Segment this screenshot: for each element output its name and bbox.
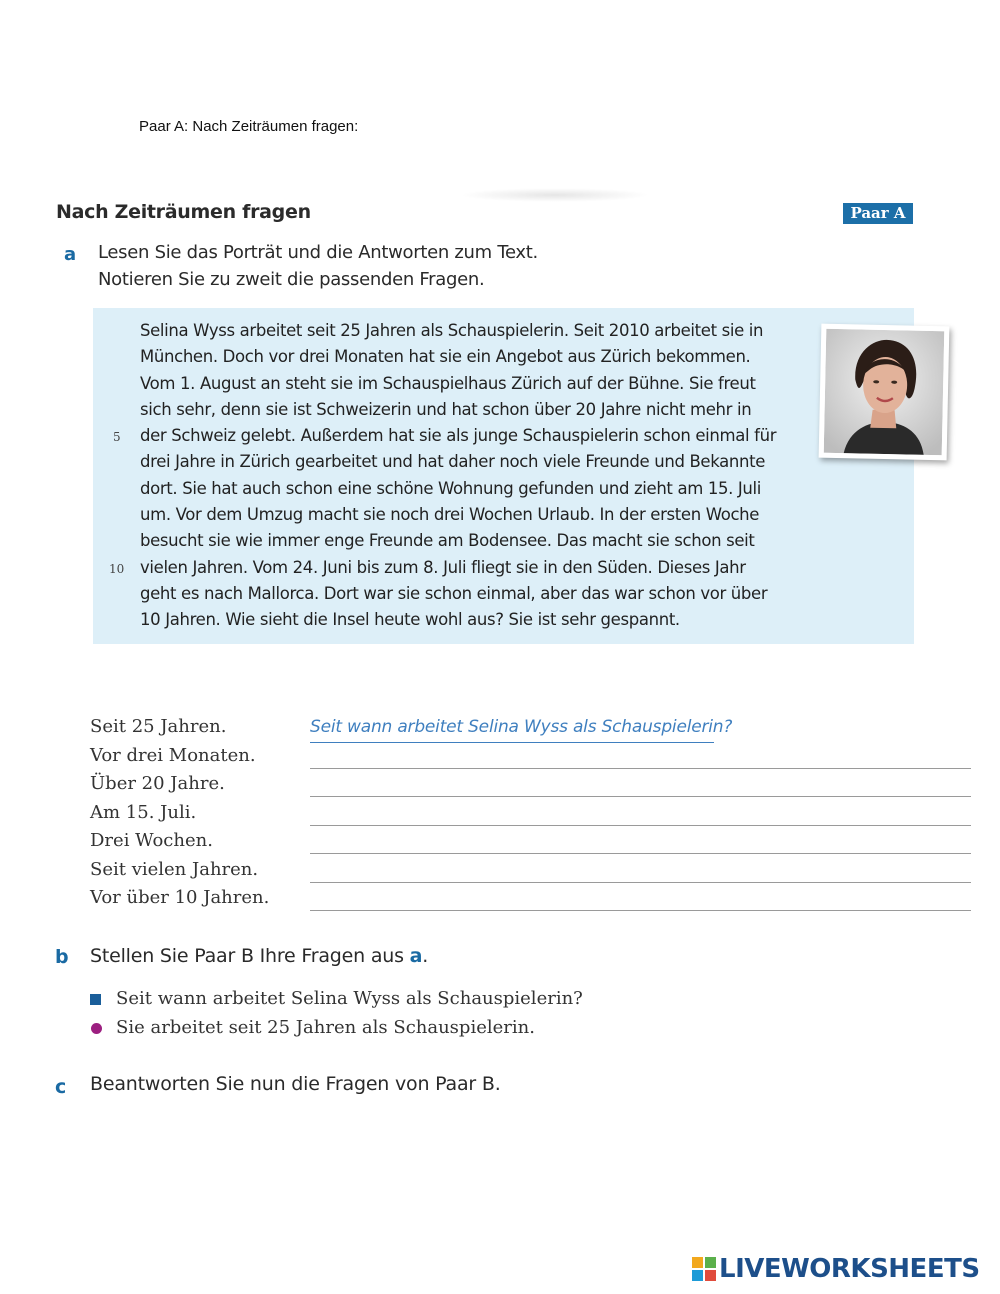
answer-item: Seit vielen Jahren. <box>90 859 259 880</box>
answer-item: Über 20 Jahre. <box>90 773 225 794</box>
answer-line-3[interactable] <box>310 825 971 826</box>
task-a-line-1: Lesen Sie das Porträt und die Antworten zum Text. <box>98 242 538 263</box>
task-a-line-2: Notieren Sie zu zweit die passenden Fragen. <box>98 269 485 290</box>
text-line: drei Jahre in Zürich gearbeitet und hat daher noch viele Freunde und Bekannte <box>140 452 766 472</box>
line-number-10: 10 <box>109 562 125 576</box>
section-title: Nach Zeiträumen fragen <box>56 201 311 223</box>
task-b-period: . <box>422 945 429 967</box>
circle-bullet-icon <box>91 1023 102 1034</box>
text-line: 10 Jahren. Wie sieht die Insel heute wohl aus? Sie ist sehr gespannt. <box>140 610 680 630</box>
answer-item: Vor drei Monaten. <box>90 745 256 766</box>
portrait-photo <box>819 324 950 461</box>
line-number-5: 5 <box>113 430 121 444</box>
example-question: Seit wann arbeitet Selina Wyss als Schauspielerin? <box>310 717 733 737</box>
task-a-instruction <box>98 239 538 293</box>
text-line: um. Vor dem Umzug macht sie noch drei Wochen Urlaub. In der ersten Woche <box>140 505 760 525</box>
portrait-photo-image <box>824 329 945 455</box>
answer-item: Drei Wochen. <box>90 830 213 851</box>
answer-line-6[interactable] <box>310 910 971 911</box>
answer-line-4[interactable] <box>310 853 971 854</box>
answer-item: Vor über 10 Jahren. <box>90 887 270 908</box>
answer-item: Am 15. Juli. <box>90 802 197 823</box>
text-line: der Schweiz gelebt. Außerdem hat sie als junge Schauspielerin schon einmal für <box>140 426 777 446</box>
decorative-shadow <box>460 188 650 202</box>
text-line: dort. Sie hat auch schon eine schöne Wohnung gefunden und zieht am 15. Juli <box>140 478 762 498</box>
logo-text: LIVEWORKSHEETS <box>719 1254 980 1284</box>
text-line: besucht sie wie immer enge Freunde am Bodensee. Das macht sie schon seit <box>140 531 755 551</box>
answer-line-5[interactable] <box>310 882 971 883</box>
dialog-answer: Sie arbeitet seit 25 Jahren als Schauspielerin. <box>116 1017 535 1038</box>
answer-line-2[interactable] <box>310 796 971 797</box>
task-b-letter: b <box>55 946 69 968</box>
logo-grid-icon <box>692 1257 716 1281</box>
square-bullet-icon <box>90 994 101 1005</box>
text-line: München. Doch vor drei Monaten hat sie ein Angebot aus Zürich bekommen. <box>140 347 751 367</box>
task-c-letter: c <box>55 1076 67 1098</box>
pair-badge: Paar A <box>843 203 913 224</box>
header-note: Paar A: Nach Zeiträumen fragen: <box>139 118 359 135</box>
text-line: Vom 1. August an steht sie im Schauspielhaus Zürich auf der Bühne. Sie freut <box>140 373 756 393</box>
text-line: Selina Wyss arbeitet seit 25 Jahren als Schauspielerin. Seit 2010 arbeitet sie in <box>140 321 764 340</box>
task-b-instruction <box>90 945 428 967</box>
task-b-text: Stellen Sie Paar B Ihre Fragen aus <box>90 945 410 967</box>
text-line: vielen Jahren. Vom 24. Juni bis zum 8. Juli fliegt sie in den Süden. Dieses Jahr <box>140 557 746 577</box>
portrait-text <box>140 318 810 634</box>
task-b-ref: a <box>409 945 423 967</box>
dialog-question: Seit wann arbeitet Selina Wyss als Schauspielerin? <box>116 988 583 1009</box>
liveworksheets-logo[interactable] <box>692 1255 980 1283</box>
answer-item: Seit 25 Jahren. <box>90 716 227 737</box>
task-a-letter: a <box>64 244 77 265</box>
example-underline <box>310 742 714 743</box>
task-c-instruction: Beantworten Sie nun die Fragen von Paar B. <box>90 1073 501 1095</box>
text-line: sich sehr, denn sie ist Schweizerin und hat schon über 20 Jahre nicht mehr in <box>140 399 752 419</box>
answer-line-1[interactable] <box>310 768 971 769</box>
text-line: geht es nach Mallorca. Dort war sie schon einmal, aber das war schon vor über <box>140 583 768 603</box>
